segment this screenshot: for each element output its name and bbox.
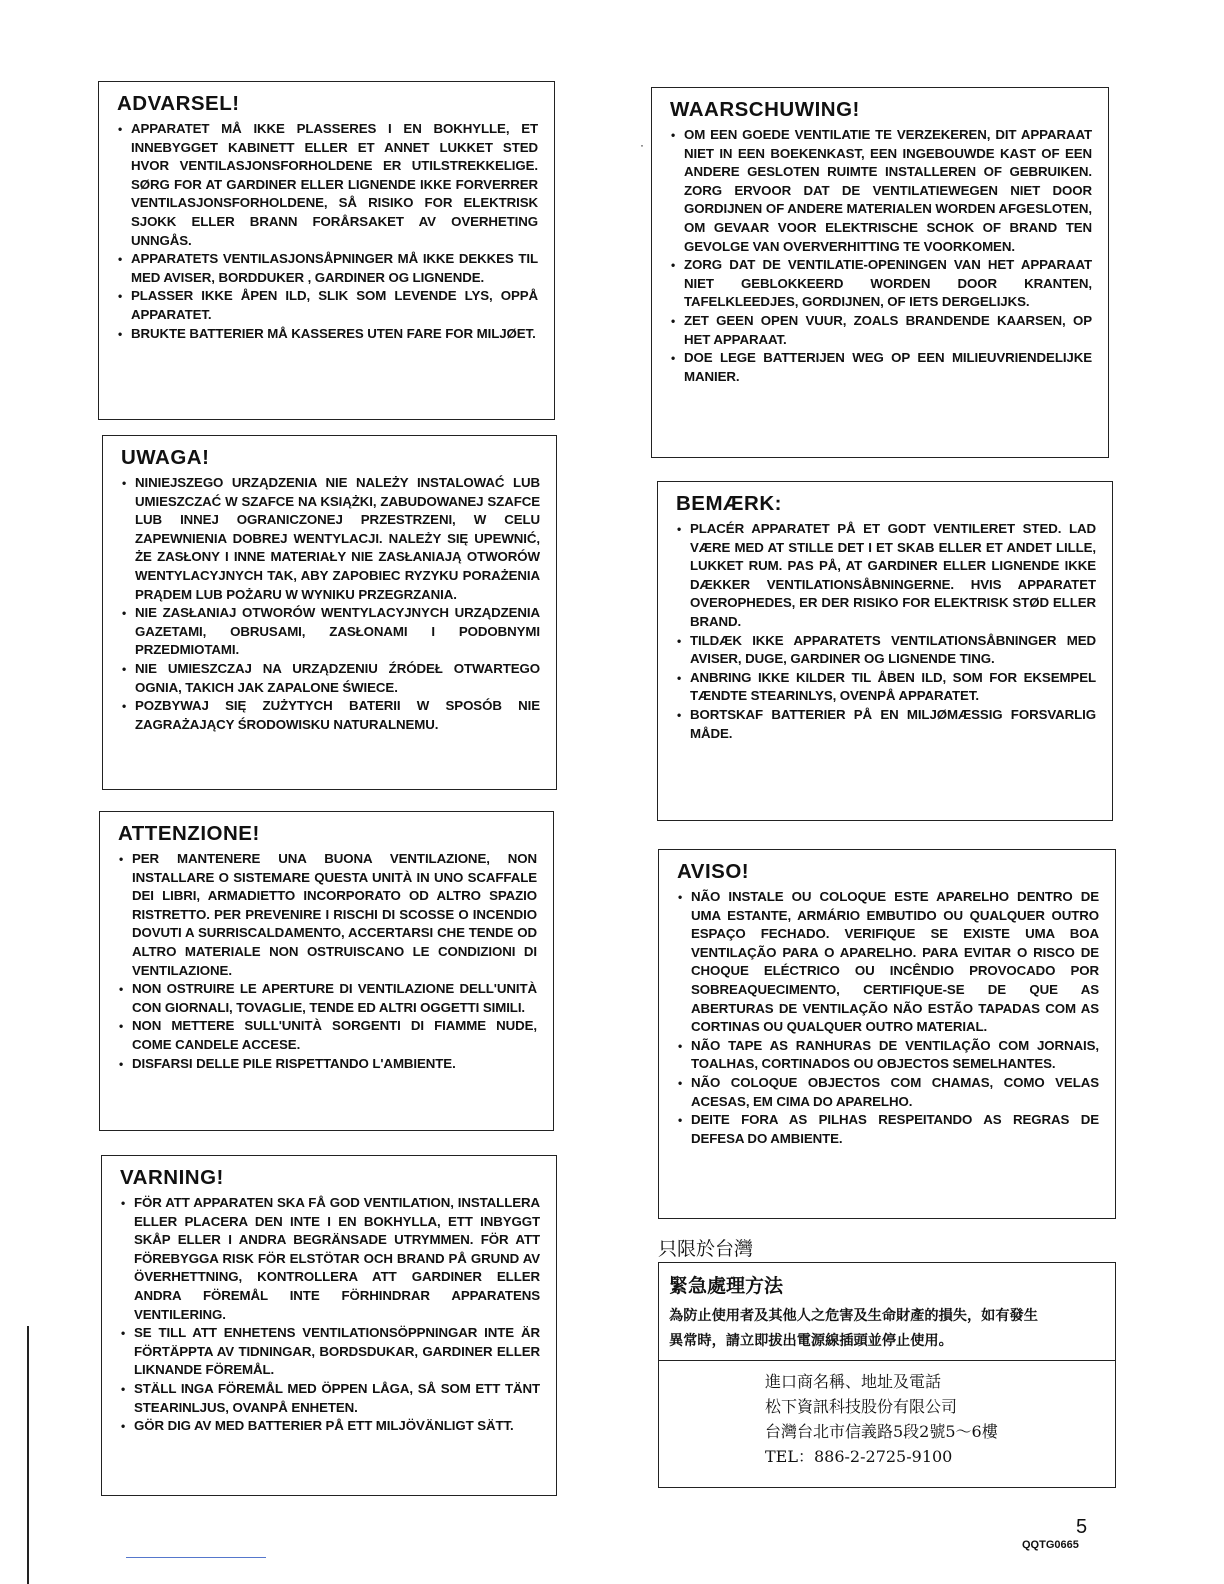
warning-item: • ZORG DAT DE VENTILATIE-OPENINGEN VAN HET APPARAAT NIET GEBLOKKEERD WORDEN DOOR KRANTEN, TAFELKLEEDJES, GORDIJNEN, OF IETS DERGELIJKS. <box>670 256 1092 312</box>
section-title: ADVARSEL! <box>117 92 240 115</box>
scan-underline-mark <box>126 1557 266 1558</box>
warning-item: • DEITE FORA AS PILHAS RESPEITANDO AS REGRAS DE DEFESA DO AMBIENTE. <box>677 1111 1099 1148</box>
warning-item: • DISFARSI DELLE PILE RISPETTANDO L'AMBIENTE. <box>118 1055 537 1074</box>
warning-item: • FÖR ATT APPARATEN SKA FÅ GOD VENTILATION, INSTALLERA ELLER PLACERA DEN INTE I EN BOKHYLLA, ETT INBYGGT SKÅP ELLER I ANDRA BEGRÄNSADE UTRYMMEN. FÖR ATT FÖREBYGGA RISK FÖR ELSTÖTAR OCH BRAND PÅ GRUND AV ÖVERHETTNING, KONTROLLERA ATT GARDINER ELLER ANDRA FÖREMÅL INTE FÖRHINDRAR APPARATENS VENTILERING. <box>120 1194 540 1324</box>
warning-item: • ANBRING IKKE KILDER TIL ÅBEN ILD, SOM FOR EKSEMPEL TÆNDTE STEARINLYS, OVENPÅ APPARATET. <box>676 669 1096 706</box>
warning-box-dutch <box>651 87 1109 458</box>
warning-item: • NON METTERE SULL'UNITÀ SORGENTI DI FIAMME NUDE, COME CANDELE ACCESE. <box>118 1017 537 1054</box>
scan-dot-mark: · <box>640 138 644 152</box>
warning-box-swedish <box>101 1155 557 1496</box>
warning-list <box>117 120 538 343</box>
warning-list <box>677 888 1099 1148</box>
section-title: UWAGA! <box>121 446 210 469</box>
warning-item: • APPARATET MÅ IKKE PLASSERES I EN BOKHYLLE, ET INNEBYGGET KABINETT ELLER ET ANNET LUKKET STED HVOR VENTILASJONSFORHOLDENE ER UTILSTREKKELIGE. SØRG FOR AT GARDINER ELLER LIGNENDE IKKE FORVERRER VENTILASJONSFORHOLDENE, SÅ RISIKO FOR ELEKTRISK SJOKK ELLER BRANN FORÅRSAKET AV OVERHETING UNNGÅS. <box>117 120 538 250</box>
importer-line: 進口商名稱、地址及電話 <box>765 1372 942 1391</box>
warning-box-polish <box>102 435 557 790</box>
warning-item: • NON OSTRUIRE LE APERTURE DI VENTILAZIONE DELL'UNITÀ CON GIORNALI, TOVAGLIE, TENDE ED ALTRI OGGETTI SIMILI. <box>118 980 537 1017</box>
warning-item: • POZBYWAJ SIĘ ZUŻYTYCH BATERII W SPOSÓB NIE ZAGRAŻAJĄCY ŚRODOWISKU NATURALNEMU. <box>121 697 540 734</box>
warning-item: • DOE LEGE BATTERIJEN WEG OP EEN MILIEUVRIENDELIJKE MANIER. <box>670 349 1092 386</box>
taiwan-only-label: 只限於台灣 <box>658 1238 754 1260</box>
page-number: 5 <box>1076 1516 1088 1538</box>
warning-box-norwegian <box>98 81 555 420</box>
warning-list <box>670 126 1092 386</box>
warning-item: • NÃO TAPE AS RANHURAS DE VENTILAÇÃO COM JORNAIS, TOALHAS, CORTINADOS OU OBJECTOS SEMELHANTES. <box>677 1037 1099 1074</box>
warning-item: • NIE ZASŁANIAJ OTWORÓW WENTYLACYJNYCH URZĄDZENIA GAZETAMI, OBRUSAMI, ZASŁONAMI I PODOBNYMI PRZEDMIOTAMI. <box>121 604 540 660</box>
warning-item: • GÖR DIG AV MED BATTERIER PÅ ETT MILJÖVÄNLIGT SÄTT. <box>120 1417 540 1436</box>
section-title: BEMÆRK: <box>676 492 782 515</box>
warning-list <box>118 850 537 1073</box>
warning-item: • APPARATETS VENTILASJONSÅPNINGER MÅ IKKE DEKKES TIL MED AVISER, BORDDUKER , GARDINER OG LIGNENDE. <box>117 250 538 287</box>
warning-list <box>676 520 1096 743</box>
section-title: ATTENZIONE! <box>118 822 260 845</box>
emergency-text-line: 為防止使用者及其他人之危害及生命財產的損失，如有發生 <box>669 1308 1038 1324</box>
warning-item: • BORTSKAF BATTERIER PÅ EN MILJØMÆSSIG FORSVARLIG MÅDE. <box>676 706 1096 743</box>
warning-item: • STÄLL INGA FÖREMÅL MED ÖPPEN LÅGA, SÅ SOM ETT TÄNT STEARINLJUS, OVANPÅ ENHETEN. <box>120 1380 540 1417</box>
importer-line: 松下資訊科技股份有限公司 <box>765 1397 958 1416</box>
warning-item: • NINIEJSZEGO URZĄDZENIA NIE NALEŻY INSTALOWAĆ LUB UMIESZCZAĆ W SZAFCE NA KSIĄŻKI, ZABUDOWANEJ SZAFCE LUB INNEJ OGRANICZONEJ PRZESTRZENI, W CELU ZAPEWNIENIA DOBREJ WENTYLACJI. NALEŻY SIĘ UPEWNIĆ, ŻE ZASŁONY I INNE MATERIAŁY NIE ZASŁANIAJĄ OTWORÓW WENTYLACYJNYCH TAK, ABY ZAPOBIEC RYZYKU PORAŻENIA PRĄDEM LUB POŻARU W WYNIKU PRZEGRZANIA. <box>121 474 540 604</box>
section-title: VARNING! <box>120 1166 224 1189</box>
section-title: WAARSCHUWING! <box>670 98 860 121</box>
warning-item: • OM EEN GOEDE VENTILATIE TE VERZEKEREN, DIT APPARAAT NIET IN EEN BOEKENKAST, EEN INGEBOUWDE KAST OF EEN ANDERE GESLOTEN RUIMTE INSTALLEREN OF GEBRUIKEN. ZORG ERVOOR DAT DE VENTILATIEWEGEN NIET DOOR GORDIJNEN OF ANDERE MATERIALEN WORDEN AFGESLOTEN, OM GEVAAR VOOR ELEKTRISCHE SCHOK OF BRAND TEN GEVOLGE VAN OVERVERHITTING TE VOORKOMEN. <box>670 126 1092 256</box>
warning-item: • BRUKTE BATTERIER MÅ KASSERES UTEN FARE FOR MILJØET. <box>117 325 538 344</box>
warning-list <box>121 474 540 734</box>
taiwan-notice-box <box>658 1262 1116 1488</box>
importer-line: TEL：886-2-2725-9100 <box>765 1447 953 1466</box>
warning-item: • NIE UMIESZCZAJ NA URZĄDZENIU ŹRÓDEŁ OTWARTEGO OGNIA, TAKICH JAK ZAPALONE ŚWIECE. <box>121 660 540 697</box>
emergency-text-line: 異常時，請立即拔出電源線插頭並停止使用。 <box>669 1333 953 1349</box>
warning-item: • PLASSER IKKE ÅPEN ILD, SLIK SOM LEVENDE LYS, OPPÅ APPARATET. <box>117 287 538 324</box>
warning-box-portuguese <box>658 849 1116 1219</box>
warning-item: • ZET GEEN OPEN VUUR, ZOALS BRANDENDE KAARSEN, OP HET APPARAAT. <box>670 312 1092 349</box>
emergency-title: 緊急處理方法 <box>669 1275 784 1297</box>
warning-item: • SE TILL ATT ENHETENS VENTILATIONSÖPPNINGAR INTE ÄR FÖRTÄPPTA AV TIDNINGAR, BORDSDUKAR, GARDINER ELLER LIKNANDE FÖREMÅL. <box>120 1324 540 1380</box>
importer-section <box>659 1361 1115 1469</box>
binding-margin-line <box>27 1326 29 1584</box>
warning-item: • NÃO INSTALE OU COLOQUE ESTE APARELHO DENTRO DE UMA ESTANTE, ARMÁRIO EMBUTIDO OU QUALQUER OUTRO ESPAÇO FECHADO. VERIFIQUE SE EXISTE UMA BOA VENTILAÇÃO PARA O APARELHO. PARA EVITAR O RISCO DE CHOQUE ELÉCTRICO OU INCÊNDIO PROVOCADO POR SOBREAQUECIMENTO, CERTIFIQUE-SE DE QUE AS ABERTURAS DE VENTILAÇÃO NÃO ESTÃO TAPADAS COM AS CORTINAS OU QUALQUER OUTRO MATERIAL. <box>677 888 1099 1037</box>
warning-item: • PER MANTENERE UNA BUONA VENTILAZIONE, NON INSTALLARE O SISTEMARE QUESTA UNITÀ IN UNO SCAFFALE DEI LIBRI, ARMADIETTO INCORPORATO OD ALTRO SPAZIO RISTRETTO. PER PREVENIRE I RISCHI DI SCOSSE O INCENDIO DOVUTI A SURRISCALDAMENTO, ACCERTARSI CHE TENDE OD ALTRO MATERIALE NON OSTRUISCANO LE CONDIZIONI DI VENTILAZIONE. <box>118 850 537 980</box>
warning-item: • TILDÆK IKKE APPARATETS VENTILATIONSÅBNINGER MED AVISER, DUGE, GARDINER OG LIGNENDE TING. <box>676 632 1096 669</box>
importer-line: 台灣台北市信義路5段2號5～6樓 <box>765 1422 998 1441</box>
document-code: QQTG0665 <box>1022 1539 1079 1551</box>
warning-item: • NÃO COLOQUE OBJECTOS COM CHAMAS, COMO VELAS ACESAS, EM CIMA DO APARELHO. <box>677 1074 1099 1111</box>
warning-box-danish <box>657 481 1113 821</box>
warning-list <box>120 1194 540 1436</box>
warning-box-italian <box>99 811 554 1131</box>
section-title: AVISO! <box>677 860 750 883</box>
warning-item: • PLACÉR APPARATET PÅ ET GODT VENTILERET STED. LAD VÆRE MED AT STILLE DET I ET SKAB ELLER ET ANDET LILLE, LUKKET RUM. PAS PÅ, AT GARDINER ELLER LIGNENDE IKKE DÆKKER VENTILATIONSÅBNINGERNE. HVIS APPARATET OVEROPHEDES, ER DER RISIKO FOR ELEKTRISK STØD ELLER BRAND. <box>676 520 1096 632</box>
emergency-section <box>659 1263 1115 1361</box>
